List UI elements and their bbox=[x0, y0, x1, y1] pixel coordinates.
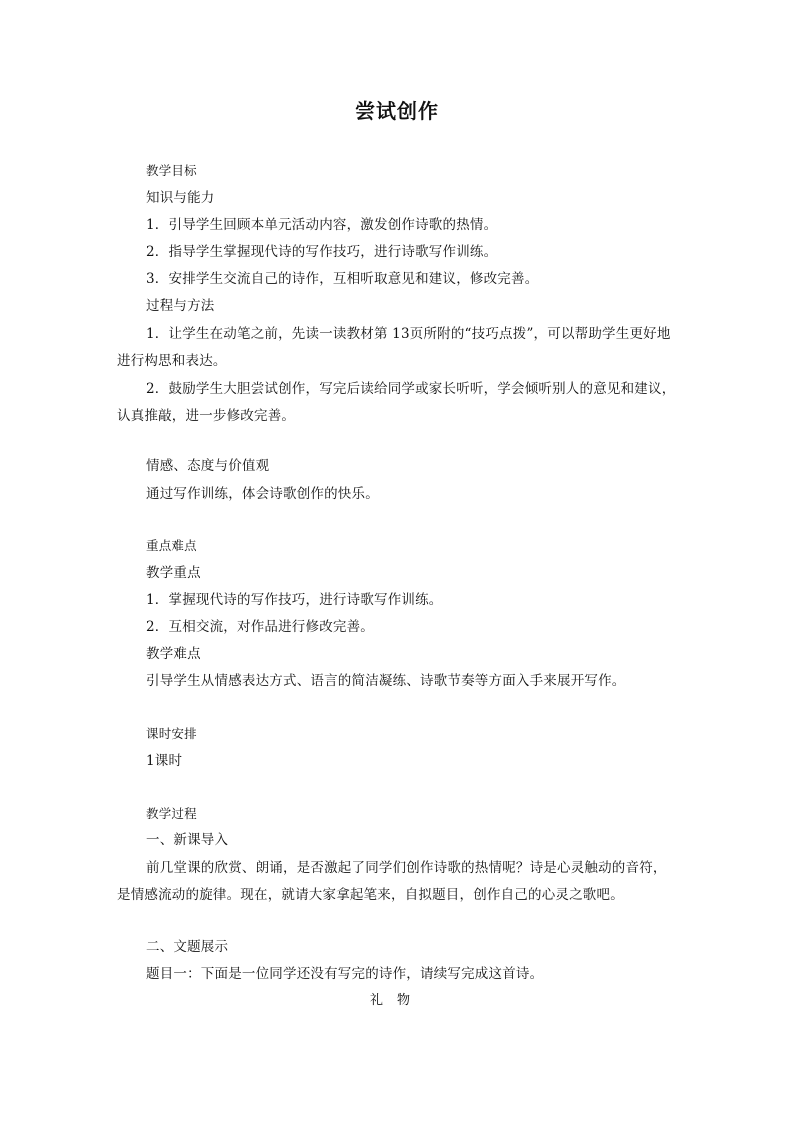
section-1-line-1: 前几堂课的欣赏、朗诵，是否激起了同学们创作诗歌的热情呢？诗是心灵触动的音符， bbox=[146, 860, 667, 876]
section-1-line-2: 是情感流动的旋律。现在，就请大家拿起笔来，自拟题目，创作自己的心灵之歌吧。 bbox=[117, 887, 624, 903]
knowledge-item-3: 3．安排学生交流自己的诗作，互相听取意见和建议，修改完善。 bbox=[146, 271, 539, 287]
section-2-heading: 二、文题展示 bbox=[146, 939, 229, 955]
process-item-1-line-1: 1．让学生在动笔之前，先读一读教材第 13页所附的“技巧点拨”，可以帮助学生更好地 bbox=[146, 326, 671, 342]
knowledge-heading: 知识与能力 bbox=[146, 190, 215, 206]
schedule-heading: 课时安排 bbox=[146, 726, 197, 741]
section-1-heading: 一、新课导入 bbox=[146, 832, 229, 848]
difficulty-heading: 教学难点 bbox=[146, 646, 201, 662]
emotion-text: 通过写作训练，体会诗歌创作的快乐。 bbox=[146, 486, 379, 502]
poem-title: 礼物 bbox=[369, 993, 424, 1008]
document-page bbox=[117, 0, 677, 1123]
process-item-2-line-1: 2．鼓励学生大胆尝试创作，写完后读给同学或家长听听，学会倾听别人的意见和建议， bbox=[146, 381, 676, 397]
teaching-process-heading: 教学过程 bbox=[146, 806, 197, 821]
schedule-text: 1课时 bbox=[146, 753, 183, 769]
process-item-2-line-2: 认真推敲，进一步修改完善。 bbox=[117, 408, 296, 424]
key-item-2: 2．互相交流，对作品进行修改完善。 bbox=[146, 619, 374, 635]
key-item-1: 1．掌握现代诗的写作技巧，进行诗歌写作训练。 bbox=[146, 592, 443, 608]
document-title: 尝试创作 bbox=[355, 99, 439, 123]
process-item-1-line-2: 进行构思和表达。 bbox=[117, 353, 227, 369]
knowledge-item-1: 1．引导学生回顾本单元活动内容，激发创作诗歌的热情。 bbox=[146, 217, 498, 233]
emotion-heading: 情感、态度与价值观 bbox=[146, 458, 270, 474]
key-heading: 教学重点 bbox=[146, 565, 201, 581]
process-method-heading: 过程与方法 bbox=[146, 298, 215, 314]
difficulty-text: 引导学生从情感表达方式、语言的简洁凝练、诗歌节奏等方面入手来展开写作。 bbox=[146, 673, 626, 689]
objectives-heading: 教学目标 bbox=[146, 163, 197, 178]
section-2-line-1: 题目一：下面是一位同学还没有写完的诗作，请续写完成这首诗。 bbox=[146, 966, 544, 982]
key-points-heading: 重点难点 bbox=[146, 538, 197, 553]
knowledge-item-2: 2．指导学生掌握现代诗的写作技巧，进行诗歌写作训练。 bbox=[146, 244, 498, 260]
